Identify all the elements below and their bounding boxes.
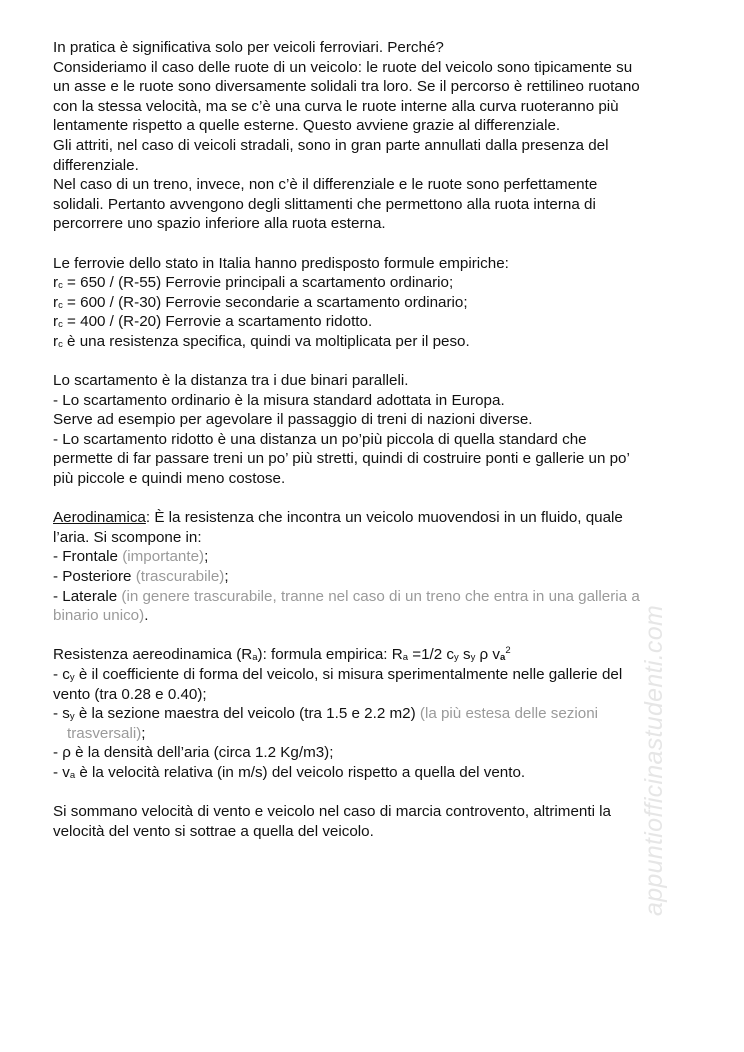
list-item: - Frontale (importante); <box>53 548 209 566</box>
text-line: con la stessa velocità, ma se c’è una curva le ruote interne alla curva ruoteranno più <box>53 97 619 115</box>
section-heading: Aerodinamica <box>53 509 146 527</box>
paragraph-formulas <box>53 254 693 352</box>
text-line: velocità del vento si sottrae a quella del veicolo. <box>53 822 374 840</box>
paragraph-aerodynamics <box>53 508 693 626</box>
text-line: - Lo scartamento ridotto è una distanza un po’più piccola di quella standard che <box>53 430 587 448</box>
paragraph-resistance <box>53 645 693 782</box>
text-line: un asse e le ruote sono diversamente solidali tra loro. Se il percorso è rettilineo ruotano <box>53 78 640 96</box>
paragraph-wind <box>53 802 693 841</box>
text-line: In pratica è significativa solo per veicoli ferroviari. Perché? <box>53 39 444 56</box>
text-line: l’aria. Si scompone in: <box>53 528 202 546</box>
list-item: - $s_y$ è la sezione maestra del veicolo (tra 1.5 e 2.2 m2) (la più estesa delle sezioni <box>53 705 599 723</box>
list-item: - $v_a$ è la velocità relativa (in m/s) del veicolo rispetto a quella del vento. <box>53 763 526 781</box>
text-line: Lo scartamento è la distanza tra i due binari paralleli. <box>53 372 409 390</box>
list-item-continuation: trasversali); <box>67 724 146 742</box>
text-line: Serve ad esempio per agevolare il passaggio di treni di nazioni diverse. <box>53 411 533 429</box>
document-body <box>53 38 693 841</box>
text-line: differenziale. <box>53 156 139 174</box>
text-line: lentamente rispetto a quelle esterne. Questo avviene grazie al differenziale. <box>53 117 561 135</box>
text-line: Si sommano velocità di vento e veicolo nel caso di marcia controvento, altrimenti la <box>53 803 611 821</box>
text-line: solidali. Pertanto avvengono degli slittamenti che permettono alla ruota interna di <box>53 195 596 213</box>
text-line: Gli attriti, nel caso di veicoli stradali, sono in gran parte annullati dalla presenza del <box>53 136 609 154</box>
paragraph-differential <box>53 38 693 234</box>
formula-line: $r_c$ è una resistenza specifica, quindi va moltiplicata per il peso. <box>53 332 470 350</box>
paragraph-gauge <box>53 371 693 489</box>
formula-line: $r_c = 400 / (R-20)$ Ferrovie a scartamento ridotto. <box>53 313 373 331</box>
list-item: - ρ è la densità dell’aria (circa 1.2 Kg/m3); <box>53 744 334 762</box>
watermark: appuntiofficinastudenti.com <box>640 604 668 916</box>
formula-line: $r_c = 650 / (R-55)$ Ferrovie principali a scartamento ordinario; <box>53 274 454 292</box>
formula-line: Resistenza aereodinamica $(R_a)$: formula empirica: $R_a =1/2$ $c_y$ $s_y$ ρ $v_a^2$ <box>53 645 511 664</box>
text-line: Nel caso di un treno, invece, non c’è il differenziale e le ruote sono perfettamente <box>53 176 598 194</box>
text-line: Le ferrovie dello stato in Italia hanno predisposto formule empiriche: <box>53 254 509 272</box>
text-line: percorrere uno spazio inferiore alla ruota esterna. <box>53 215 386 233</box>
text-line: - Lo scartamento ordinario è la misura standard adottata in Europa. <box>53 391 505 409</box>
formula-line: $r_c = 600 / (R-30)$ Ferrovie secondarie a scartamento ordinario; <box>53 293 468 311</box>
list-item-continuation: vento (tra 0.28 e 0.40); <box>53 685 207 703</box>
list-item: - $c_y$ è il coefficiente di forma del veicolo, si misura sperimentalmente nelle gallerie del <box>53 666 623 683</box>
text-line: Aerodinamica: È la resistenza che incontra un veicolo muovendosi in un fluido, quale <box>53 509 623 527</box>
list-item-continuation: binario unico). <box>53 607 149 625</box>
text-line: permette di far passare treni un po’ più stretti, quindi di costruire ponti e gallerie un po’ <box>53 450 630 468</box>
list-item: - Posteriore (trascurabile); <box>53 568 229 586</box>
text-line: Consideriamo il caso delle ruote di un veicolo: le ruote del veicolo sono tipicamente su <box>53 58 633 76</box>
list-item: - Laterale (in genere trascurabile, tranne nel caso di un treno che entra in una galleria a <box>53 587 640 605</box>
text-line: più piccole e quindi meno costose. <box>53 470 286 488</box>
